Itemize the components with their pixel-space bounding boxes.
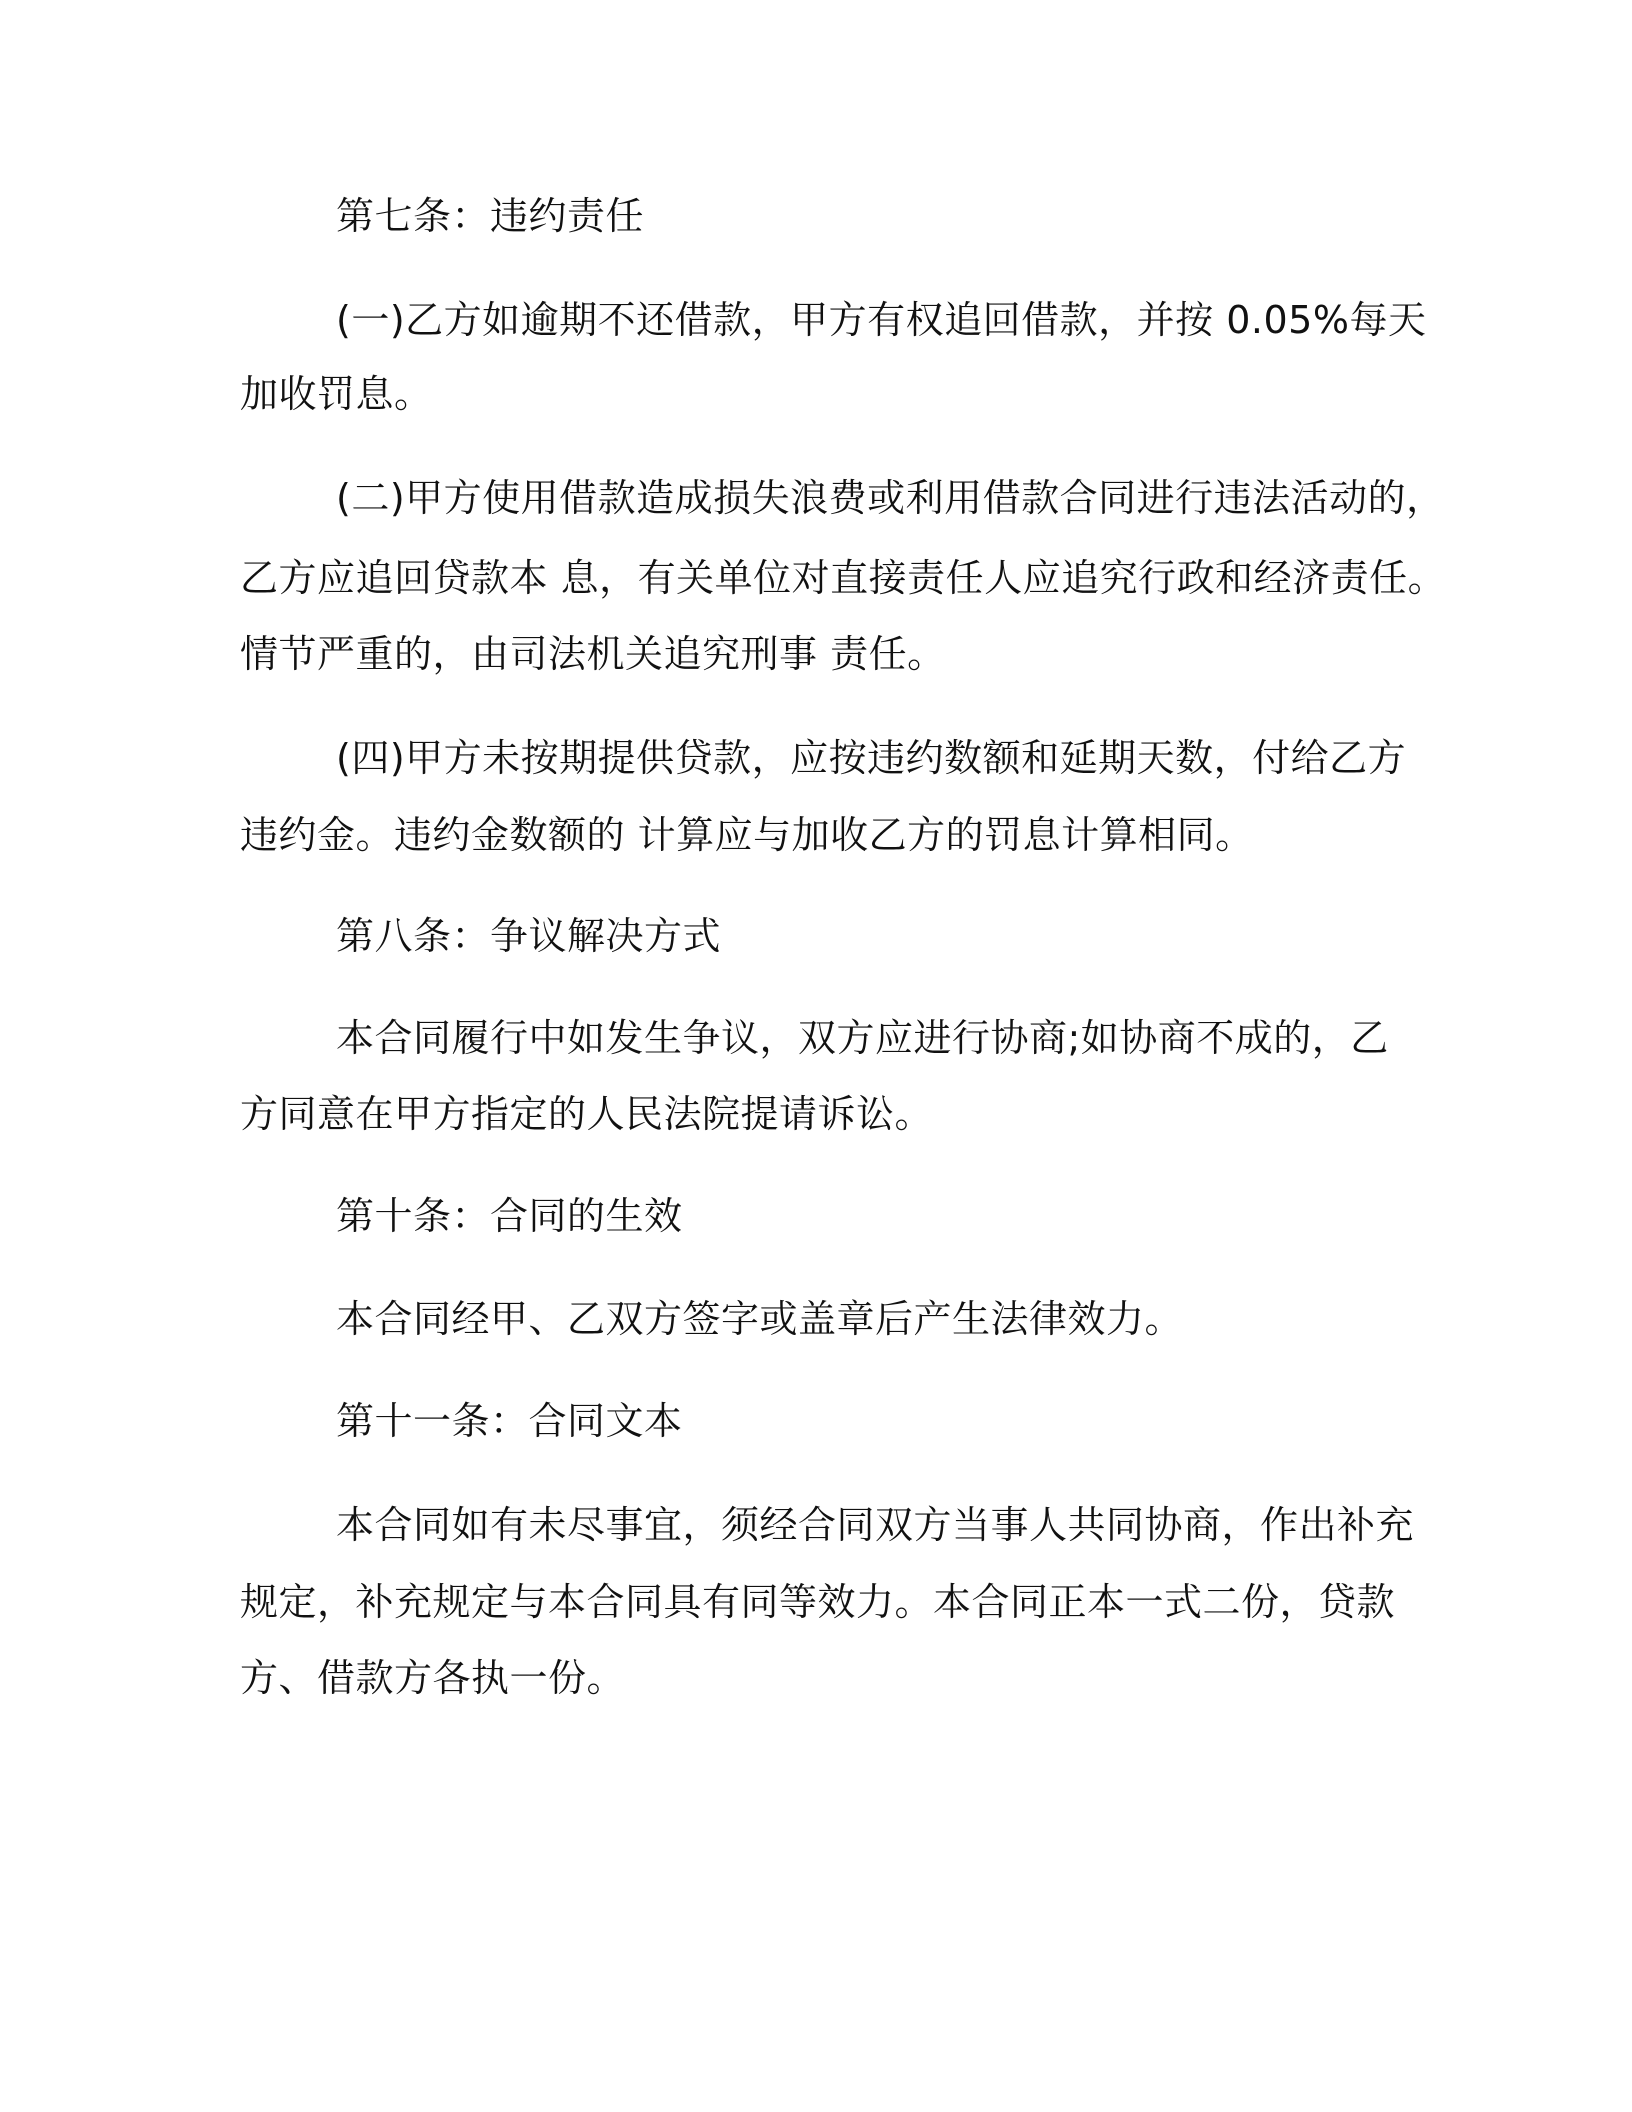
article-8-heading: 第八条：争议解决方式	[336, 914, 722, 958]
article-11-body-line-2: 规定，补充规定与本合同具有同等效力。本合同正本一式二份，贷款	[240, 1580, 1396, 1624]
article-11-body-line-3: 方、借款方各执一份。	[240, 1656, 626, 1700]
clause-4-line-1: (四)甲方未按期提供贷款，应按违约数额和延期天数，付给乙方	[336, 736, 1407, 780]
clause-4-line-2: 违约金。违约金数额的 计算应与加收乙方的罚息计算相同。	[240, 813, 1254, 857]
article-11-body-line-1: 本合同如有未尽事宜，须经合同双方当事人共同协商，作出补充	[336, 1503, 1415, 1547]
clause-2-line-1: (二)甲方使用借款造成损失浪费或利用借款合同进行违法活动的，	[336, 476, 1445, 520]
clause-1-line-1: (一)乙方如逾期不还借款，甲方有权追回借款，并按 0.05%每天	[336, 298, 1427, 342]
clause-1-line-2: 加收罚息。	[240, 372, 433, 416]
clause-2-line-2: 乙方应追回贷款本 息，有关单位对直接责任人应追究行政和经济责任。	[240, 556, 1447, 600]
article-8-body-line-2: 方同意在甲方指定的人民法院提请诉讼。	[240, 1092, 934, 1136]
article-11-heading: 第十一条：合同文本	[336, 1399, 683, 1443]
article-10-heading: 第十条：合同的生效	[336, 1194, 683, 1238]
article-7-heading: 第七条：违约责任	[336, 194, 645, 238]
article-10-body: 本合同经甲、乙双方签字或盖章后产生法律效力。	[336, 1297, 1184, 1341]
clause-2-line-3: 情节严重的，由司法机关追究刑事 责任。	[240, 632, 946, 676]
article-8-body-line-1: 本合同履行中如发生争议，双方应进行协商;如协商不成的，乙	[336, 1016, 1389, 1060]
